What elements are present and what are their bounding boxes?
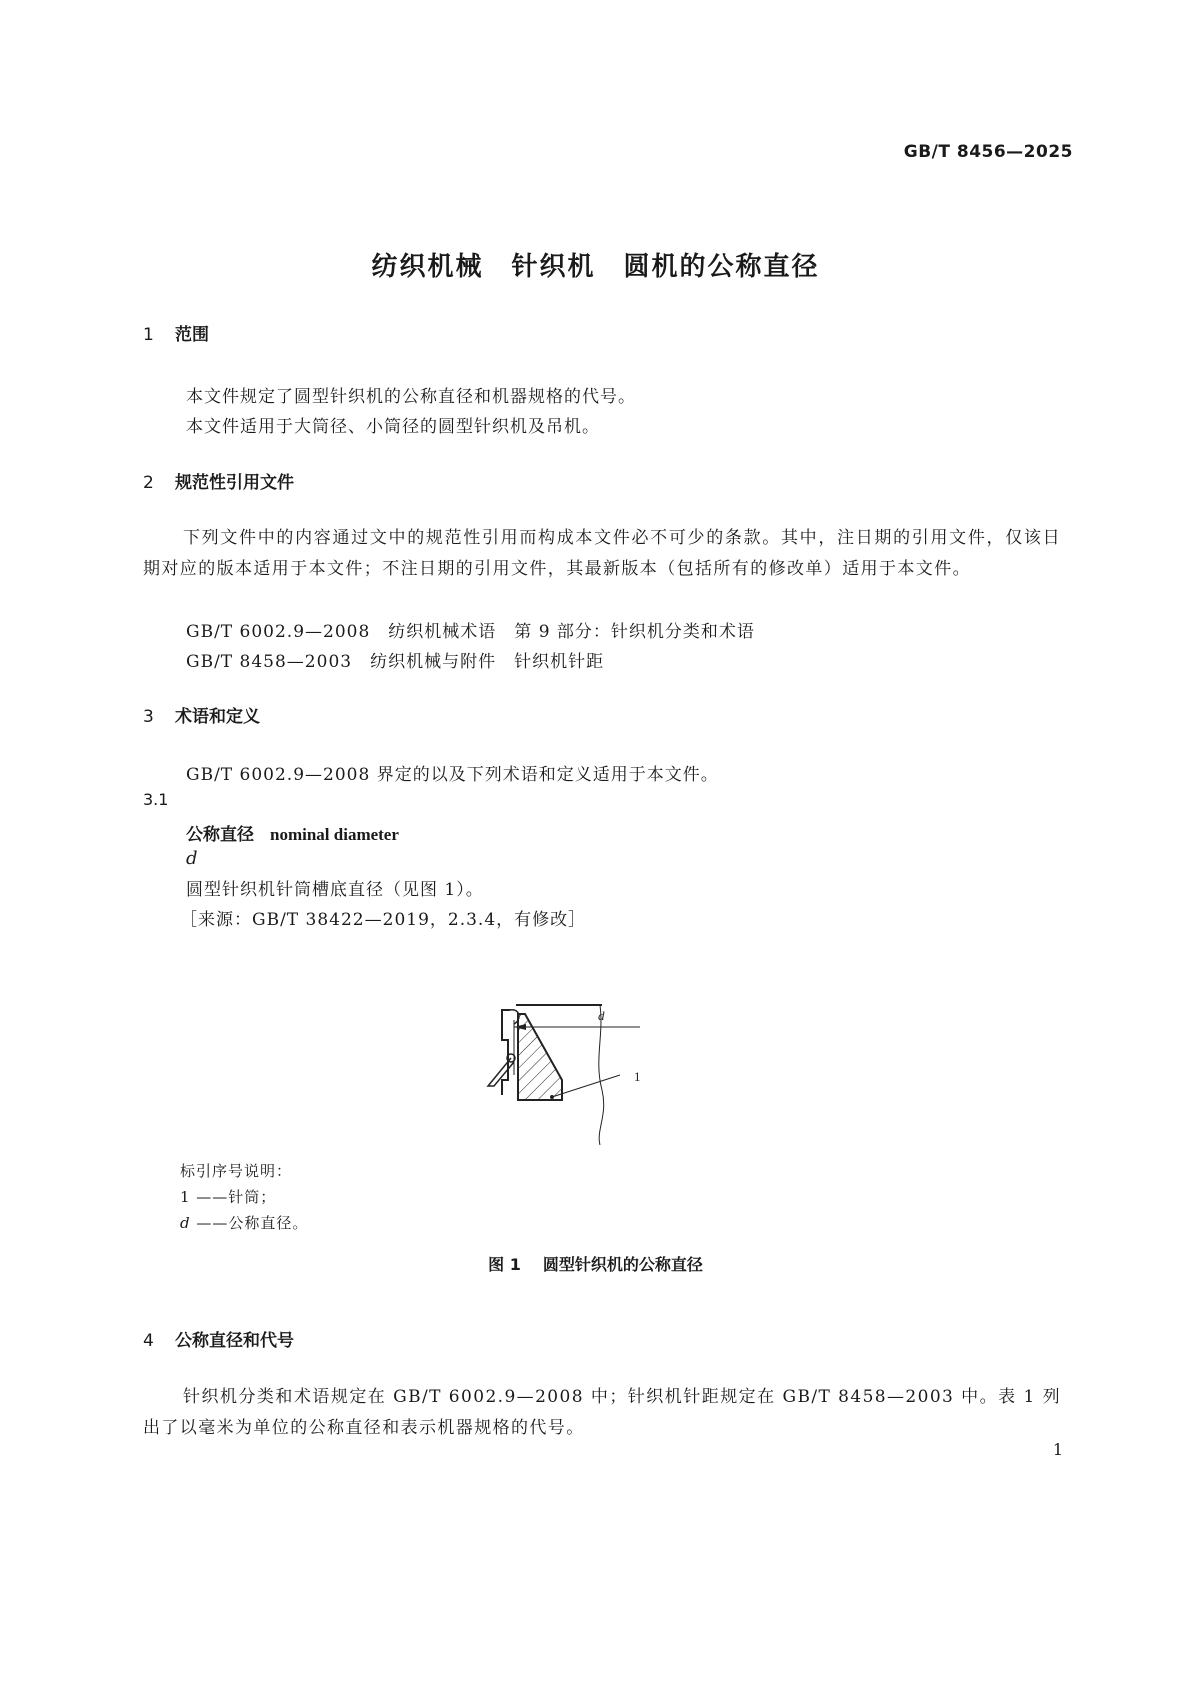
normative-reference-1: GB/T 6002.9—2008 纺织机械术语 第 9 部分：针织机分类和术语 [186,622,755,642]
standard-code-header: GB/T 8456—2025 [903,142,1073,162]
section-2-heading [143,468,294,493]
section-3-intro: GB/T 6002.9—2008 界定的以及下列术语和定义适用于本文件。 [186,765,719,785]
term-heading [186,820,399,845]
normative-reference-2: GB/T 8458—2003 纺织机械与附件 针织机针距 [186,652,605,672]
legend-d-symbol: d [180,1214,191,1232]
section-4-number: 4 [143,1331,154,1351]
section-3-number: 3 [143,707,154,727]
legend-item-1: 1 ——针筒； [180,1188,277,1206]
term-source: ［来源：GB/T 38422—2019，2.3.4，有修改］ [180,910,587,930]
legend-item-d [180,1212,308,1233]
callout-dot [550,1095,554,1099]
page-number: 1 [1052,1440,1063,1459]
section-3-title: 术语和定义 [175,707,260,727]
legend-d-text: ——公称直径。 [190,1214,309,1232]
document-title: 纺织机械 针织机 圆机的公称直径 [371,252,820,282]
section-1-title: 范围 [175,325,209,345]
term-symbol: d [186,848,198,869]
term-definition: 圆型针织机针筒槽底直径（见图 1）。 [186,880,484,900]
figure-1-caption [0,1252,1191,1275]
needle-profile [502,1010,510,1095]
section-1-paragraph-2: 本文件适用于大筒径、小筒径的圆型针织机及吊机。 [186,417,600,437]
term-number: 3.1 [143,790,169,809]
section-1-number: 1 [143,325,154,345]
section-1-paragraph-1: 本文件规定了圆型针织机的公称直径和机器规格的代号。 [186,387,636,407]
section-4-paragraph: 针织机分类和术语规定在 GB/T 6002.9—2008 中；针织机针距规定在 GB/T 8458—2003 中。表 1 列出了以毫米为单位的公称直径和表示机器规格的代号。 [143,1387,1061,1438]
break-line [599,1005,604,1145]
section-4-heading [143,1326,294,1351]
legend-title: 标引序号说明： [180,1162,293,1180]
term-english: nominal diameter [270,825,399,844]
section-4-title: 公称直径和代号 [175,1331,294,1351]
dimension-label: d [598,1008,605,1023]
section-3-heading [143,702,260,727]
figure-caption-text: 圆型针织机的公称直径 [542,1255,703,1274]
figure-caption-label: 图 1 [488,1255,521,1274]
figure-1-drawing [480,1000,660,1210]
section-2-paragraph: 下列文件中的内容通过文中的规范性引用而构成本文件必不可少的条款。其中，注日期的引用文件，仅该日期对应的版本适用于本文件；不注日期的引用文件，其最新版本（包括所有的修改单）适用于本文件。 [143,528,1061,579]
callout-label: 1 [634,1069,641,1084]
section-1-heading [143,320,209,345]
section-2-number: 2 [143,473,154,493]
term-chinese: 公称直径 [186,825,254,845]
section-2-title: 规范性引用文件 [175,473,294,493]
